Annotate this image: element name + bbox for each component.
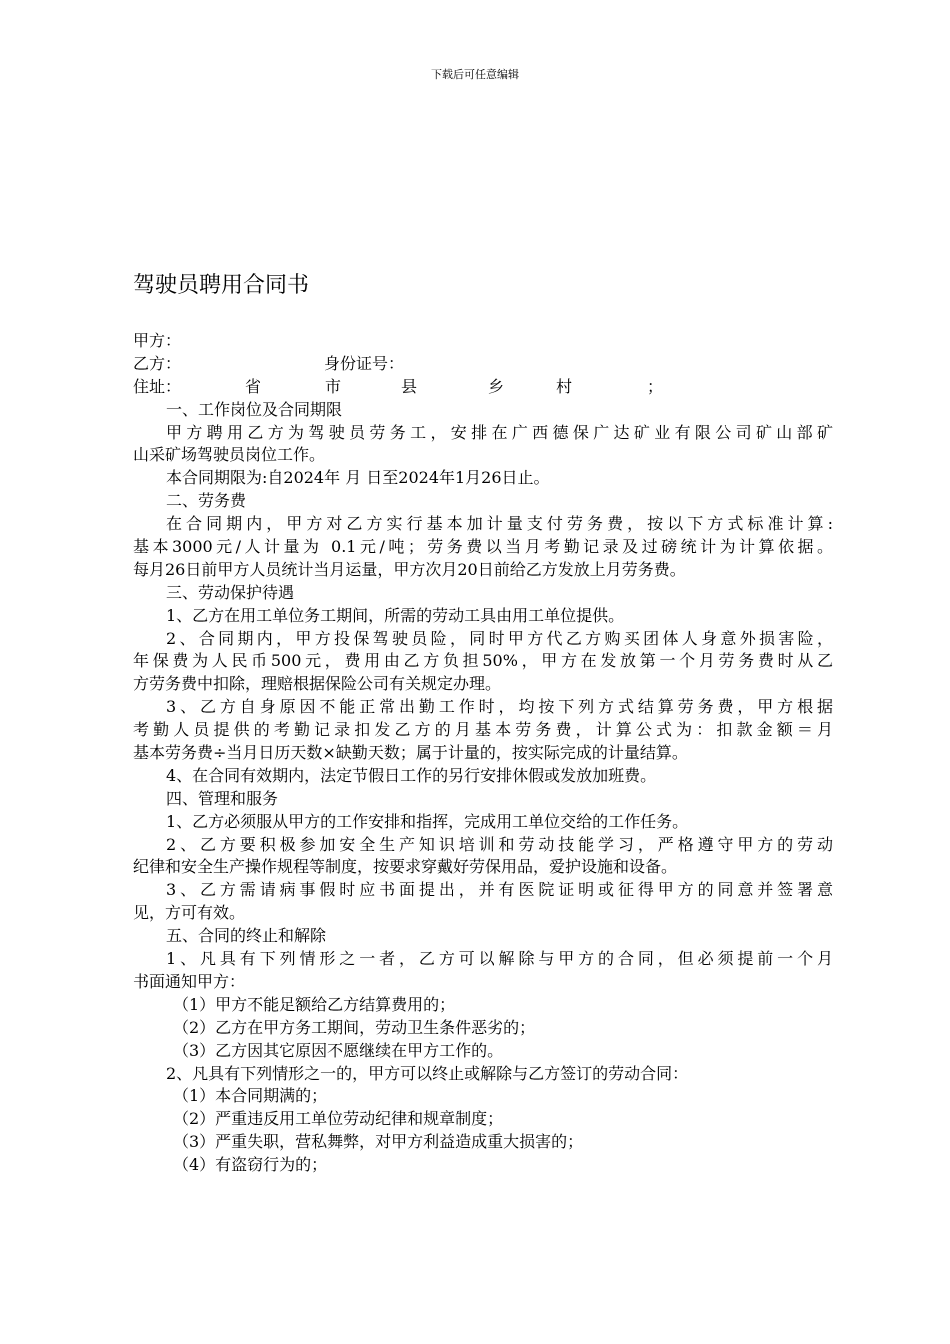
text-line: 书面通知甲方： <box>133 971 246 991</box>
text-line: 本合同期限为:自2024年 月 日至2024年1月26日止。 <box>166 468 550 488</box>
text-line: 基本劳务费÷当月日历天数×缺勤天数；属于计量的，按实际完成的计量结算。 <box>133 743 688 763</box>
text-line: 3、乙方自身原因不能正常出勤工作时，均按下列方式结算劳务费，甲方根据 <box>166 697 833 717</box>
text-line: 每月26日前甲方人员统计当月运量，甲方次月20日前给乙方发放上月劳务费。 <box>133 559 686 579</box>
text-line: 考勤人员提供的考勤记录扣发乙方的月基本劳务费，计算公式为：扣款金额＝月 <box>133 720 833 740</box>
address-township: 乡 <box>488 376 505 396</box>
text-line: （2）乙方在甲方务工期间，劳动卫生条件恶劣的； <box>173 1017 536 1037</box>
text-line: 2、凡具有下列情形之一的，甲方可以终止或解除与乙方签订的劳动合同： <box>166 1063 689 1083</box>
address-end: ； <box>647 376 664 396</box>
text-line: 见，方可有效。 <box>133 903 246 923</box>
text-line: 1、乙方必须服从甲方的工作安排和指挥，完成用工单位交给的工作任务。 <box>166 811 689 831</box>
party-b-label: 乙方： <box>133 353 182 373</box>
text-line: 1、凡具有下列情形之一者，乙方可以解除与甲方的合同，但必须提前一个月 <box>166 949 833 969</box>
text-line: 基本3000元/人计量为 0.1元/吨；劳务费以当月考勤记录及过磅统计为计算依据。 <box>133 537 833 557</box>
text-line: （1）甲方不能足额给乙方结算费用的； <box>173 994 456 1014</box>
address-line <box>133 376 833 399</box>
text-line: 方劳务费中扣除，理赔根据保险公司有关规定办理。 <box>133 674 502 694</box>
text-line: （2）严重违反用工单位劳动纪律和规章制度； <box>173 1109 504 1129</box>
text-line: 3、乙方需请病事假时应书面提出，并有医院证明或征得甲方的同意并签署意 <box>166 880 833 900</box>
header-note: 下载后可任意编辑 <box>431 68 519 81</box>
text-line: （4）有盗窃行为的； <box>173 1155 328 1175</box>
document-body <box>133 330 833 1177</box>
text-line: 2、合同期内，甲方投保驾驶员险，同时甲方代乙方购买团体人身意外损害险， <box>166 628 833 648</box>
party-a-line: 甲方： <box>133 331 182 350</box>
text-line: 年保费为人民币500元，费用由乙方负担50%，甲方在发放第一个月劳务费时从乙 <box>133 651 833 671</box>
address-county: 县 <box>401 376 418 396</box>
text-line: 4、在合同有效期内，法定节假日工作的另行安排休假或发放加班费。 <box>166 765 657 785</box>
text-line: 五、合同的终止和解除 <box>166 926 327 946</box>
text-line: 纪律和安全生产操作规程等制度，按要求穿戴好劳保用品，爱护设施和设备。 <box>133 857 678 877</box>
text-line: 四、管理和服务 <box>166 788 279 808</box>
id-number-label: 身份证号： <box>324 353 405 373</box>
text-line: 2、乙方要积极参加安全生产知识培训和劳动技能学习，严格遵守甲方的劳动 <box>166 834 833 854</box>
address-city: 市 <box>325 376 342 396</box>
text-line: 一、工作岗位及合同期限 <box>166 399 343 419</box>
text-line: 三、劳动保护待遇 <box>166 582 295 602</box>
party-b-line <box>133 353 833 376</box>
text-line: 在合同期内，甲方对乙方实行基本加计量支付劳务费，按以下方式标准计算: <box>166 514 833 534</box>
text-line: （3）乙方因其它原因不愿继续在甲方工作的。 <box>173 1040 504 1060</box>
text-line: （3）严重失职，营私舞弊，对甲方利益造成重大损害的； <box>173 1132 584 1152</box>
address-province: 省 <box>245 376 262 396</box>
address-village: 村 <box>556 376 573 396</box>
address-label: 住址： <box>133 376 182 396</box>
text-line: （1）本合同期满的； <box>173 1086 328 1106</box>
text-line: 甲方聘用乙方为驾驶员劳务工，安排在广西德保广达矿业有限公司矿山部矿 <box>166 422 833 442</box>
contract-clauses <box>133 399 833 1177</box>
text-line: 山采矿场驾驶员岗位工作。 <box>133 445 326 465</box>
text-line: 二、劳务费 <box>166 491 247 511</box>
document-title: 驾驶员聘用合同书 <box>133 273 310 298</box>
text-line: 1、乙方在用工单位务工期间，所需的劳动工具由用工单位提供。 <box>166 605 625 625</box>
